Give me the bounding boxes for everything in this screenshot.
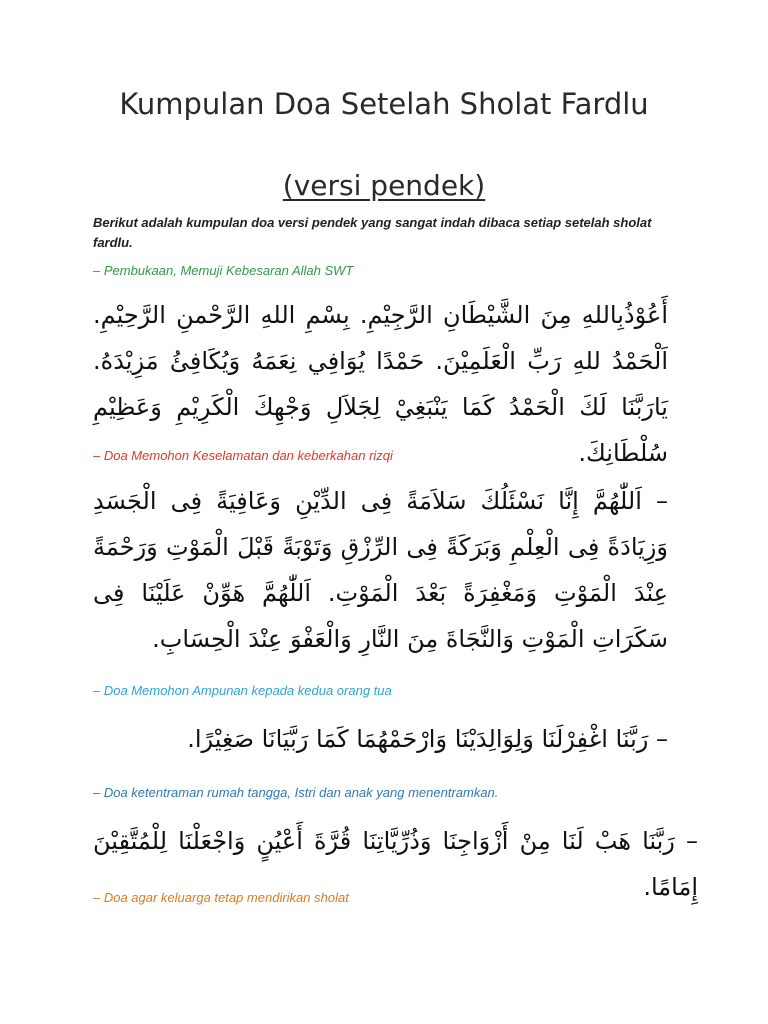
- section-label-safety: – Doa Memohon Keselamatan dan keberkahan rizqi: [93, 448, 393, 463]
- page-subtitle: (versi pendek): [282, 169, 486, 202]
- section-label-household: – Doa ketentraman rumah tangga, Istri dan anak yang menentramkan.: [93, 785, 499, 800]
- section-label-parents: – Doa Memohon Ampunan kepada kedua orang tua: [93, 683, 392, 698]
- arabic-text-safety: – اَللّٰهُمَّ إِنَّا نَسْئَلُكَ سَلاَمَةً فِى الدِّيْنِ وَعَافِيَةً فِى الْجَسَدِ وَزِيَادَةً فِى الْعِلْمِ وَبَرَكَةً فِى الرِّزْقِ وَتَوْبَةً قَبْلَ الْمَوْتِ وَرَحْمَةً عِنْدَ الْمَوْتِ وَمَغْفِرَةً بَعْدَ الْمَوْتِ. اَللّٰهُمَّ هَوِّنْ عَلَيْنَا فِى سَكَرَاتِ الْمَوْتِ وَالنَّجَاةَ مِنَ النَّارِ وَالْعَفْوَ عِنْدَ الْحِسَابِ.: [93, 487, 668, 653]
- section-label-prayer: – Doa agar keluarga tetap mendirikan sholat: [93, 890, 349, 905]
- arabic-text-parents: – رَبَّنَا اغْفِرْلَنَا وَلِوَالِدَيْنَا وَارْحَمْهُمَا كَمَا رَبَّيَانَا صَغِيْرًا.: [187, 725, 668, 753]
- intro-paragraph: Berikut adalah kumpulan doa versi pendek yang sangat indah dibaca setiap setelah sholat fardlu.: [93, 215, 652, 250]
- arabic-text-opening: أَعُوْذُبِاللهِ مِنَ الشَّيْطَانِ الرَّجِيْمِ. بِسْمِ اللهِ الرَّحْمنِ الرَّحِيْمِ. اَلْحَمْدُ للهِ رَبِّ الْعَلَمِيْنَ. حَمْدًا يُوَافِي نِعَمَهُ وَيُكَافِئُ مَزِيْدَهُ. يَارَبَّنَا لَكَ الْحَمْدُ كَمَا يَنْبَغِيْ لِجَلاَلِ وَجْهِكَ الْكَرِيْمِ وَعَظِيْمِ سُلْطَانِكَ.: [93, 301, 668, 467]
- page-title: Kumpulan Doa Setelah Sholat Fardlu: [119, 87, 649, 121]
- section-label-opening: – Pembukaan, Memuji Kebesaran Allah SWT: [93, 263, 354, 278]
- arabic-text-household: – رَبَّنَا هَبْ لَنَا مِنْ أَزْوَاجِنَا وَذُرِّيَّاتِنَا قُرَّةَ أَعْيُنٍ وَاجْعَلْنَا لِلْمُتَّقِيْنَ إِمَامًا.: [93, 827, 698, 901]
